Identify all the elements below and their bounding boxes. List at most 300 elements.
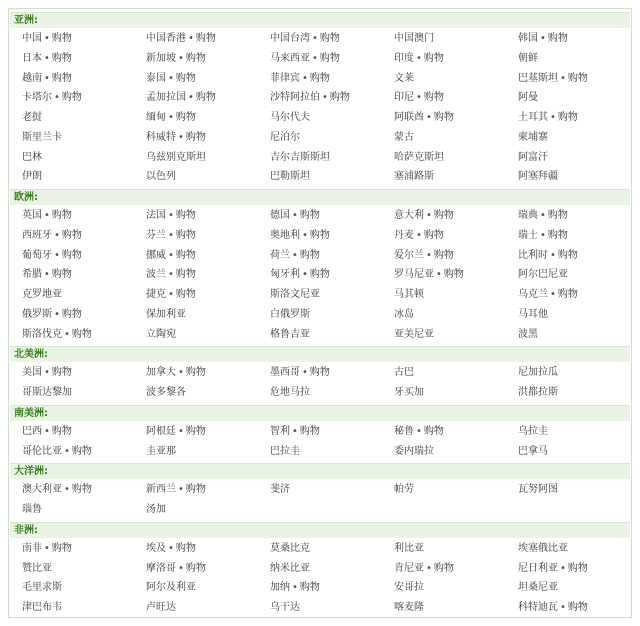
country-link[interactable]: [270, 206, 320, 225]
shopping-link[interactable]: 购物: [567, 602, 588, 613]
country-name[interactable]: 埃及: [146, 542, 166, 554]
country-link[interactable]: [394, 49, 444, 68]
country-name[interactable]: 俄罗斯: [22, 308, 52, 320]
shopping-link[interactable]: 购物: [433, 249, 454, 261]
country-link[interactable]: [518, 305, 548, 324]
country-link[interactable]: [270, 148, 330, 167]
country-link[interactable]: [394, 128, 414, 147]
country-link[interactable]: [146, 559, 206, 578]
shopping-link[interactable]: 购物: [309, 72, 330, 84]
country-name[interactable]: 阿根廷: [146, 425, 176, 437]
country-name[interactable]: 尼加拉瓜: [518, 367, 558, 379]
country-name[interactable]: 缅甸: [146, 112, 166, 123]
country-link[interactable]: [22, 148, 42, 167]
country-link[interactable]: [146, 578, 196, 597]
shopping-link[interactable]: 购物: [51, 72, 72, 84]
country-name[interactable]: 科特迪瓦: [518, 602, 558, 613]
country-link[interactable]: [22, 49, 72, 68]
country-link[interactable]: [394, 305, 414, 324]
shopping-link[interactable]: 购物: [175, 542, 196, 554]
country-name[interactable]: 伊朗: [22, 171, 42, 183]
country-link[interactable]: [22, 383, 72, 402]
country-link[interactable]: [518, 578, 558, 597]
country-link[interactable]: [22, 500, 42, 519]
country-link[interactable]: [394, 325, 434, 344]
country-link[interactable]: [270, 88, 350, 107]
shopping-link[interactable]: 购物: [309, 269, 330, 281]
country-link[interactable]: [394, 598, 424, 617]
country-name[interactable]: 韩国: [518, 33, 538, 44]
country-link[interactable]: [394, 480, 414, 499]
country-name[interactable]: 智利: [270, 425, 290, 437]
country-link[interactable]: [146, 383, 186, 402]
country-link[interactable]: [146, 325, 176, 344]
country-name[interactable]: 卢旺达: [146, 602, 176, 613]
country-link[interactable]: [394, 29, 434, 48]
shopping-link[interactable]: 购物: [557, 249, 578, 261]
country-name[interactable]: 尼日利亚: [518, 562, 558, 574]
shopping-link[interactable]: 购物: [185, 52, 206, 64]
country-link[interactable]: [146, 422, 206, 441]
country-name[interactable]: 南非: [22, 542, 42, 554]
country-name[interactable]: 摩洛哥: [146, 562, 176, 574]
country-name[interactable]: 中国澳门: [394, 33, 434, 44]
country-link[interactable]: [518, 226, 568, 245]
country-link[interactable]: [270, 539, 310, 558]
shopping-link[interactable]: 购物: [185, 131, 206, 143]
shopping-link[interactable]: 购物: [547, 210, 568, 221]
country-link[interactable]: [22, 598, 62, 617]
country-name[interactable]: 希腊: [22, 269, 42, 281]
country-name[interactable]: 菲律宾: [270, 72, 300, 84]
country-name[interactable]: 奥地利: [270, 229, 300, 241]
country-link[interactable]: [270, 325, 310, 344]
country-name[interactable]: 巴西: [22, 425, 42, 437]
country-name[interactable]: 冰岛: [394, 308, 414, 320]
country-name[interactable]: 亚美尼亚: [394, 328, 434, 340]
country-link[interactable]: [146, 285, 196, 304]
country-link[interactable]: [270, 383, 310, 402]
shopping-link[interactable]: 购物: [175, 289, 196, 300]
shopping-link[interactable]: 购物: [71, 328, 92, 340]
shopping-link[interactable]: 购物: [557, 289, 578, 300]
country-link[interactable]: [146, 148, 206, 167]
shopping-link[interactable]: 购物: [443, 269, 464, 281]
country-link[interactable]: [146, 246, 196, 265]
shopping-link[interactable]: 购物: [185, 562, 206, 574]
country-name[interactable]: 危地马拉: [270, 387, 310, 398]
country-link[interactable]: [22, 480, 92, 499]
shopping-link[interactable]: 购物: [175, 112, 196, 123]
country-name[interactable]: 巴拿马: [518, 445, 548, 457]
country-link[interactable]: [518, 422, 548, 441]
shopping-link[interactable]: 购物: [61, 229, 82, 241]
country-name[interactable]: 科威特: [146, 131, 176, 143]
country-name[interactable]: 牙买加: [394, 387, 424, 398]
shopping-link[interactable]: 购物: [51, 542, 72, 554]
shopping-link[interactable]: 购物: [309, 367, 330, 379]
country-name[interactable]: 孟加拉国: [146, 92, 186, 104]
country-link[interactable]: [22, 325, 92, 344]
shopping-link[interactable]: 购物: [51, 425, 72, 437]
country-name[interactable]: 爱尔兰: [394, 249, 424, 261]
country-name[interactable]: 纳米比亚: [270, 562, 310, 574]
country-link[interactable]: [518, 539, 568, 558]
country-name[interactable]: 毛里求斯: [22, 582, 62, 594]
country-link[interactable]: [518, 480, 558, 499]
country-name[interactable]: 意大利: [394, 210, 424, 221]
country-name[interactable]: 墨西哥: [270, 367, 300, 379]
country-name[interactable]: 印度: [394, 52, 414, 64]
country-name[interactable]: 柬埔寨: [518, 131, 548, 143]
country-link[interactable]: [22, 305, 82, 324]
country-link[interactable]: [22, 226, 82, 245]
country-link[interactable]: [518, 69, 588, 88]
country-link[interactable]: [518, 49, 538, 68]
shopping-link[interactable]: 购物: [185, 425, 206, 437]
country-name[interactable]: 吉尔吉斯斯坦: [270, 151, 330, 163]
country-name[interactable]: 挪威: [146, 249, 166, 261]
shopping-link[interactable]: 购物: [61, 249, 82, 261]
country-link[interactable]: [146, 480, 206, 499]
country-link[interactable]: [146, 598, 176, 617]
country-link[interactable]: [270, 559, 310, 578]
shopping-link[interactable]: 购物: [299, 249, 320, 261]
country-link[interactable]: [146, 265, 196, 284]
country-link[interactable]: [518, 246, 578, 265]
country-name[interactable]: 斯里兰卡: [22, 131, 62, 143]
country-name[interactable]: 老挝: [22, 112, 42, 123]
country-name[interactable]: 捷克: [146, 289, 166, 300]
country-link[interactable]: [22, 578, 62, 597]
shopping-link[interactable]: 购物: [195, 33, 216, 44]
country-link[interactable]: [518, 265, 568, 284]
country-link[interactable]: [270, 69, 330, 88]
country-link[interactable]: [270, 598, 300, 617]
country-name[interactable]: 新西兰: [146, 484, 176, 496]
shopping-link[interactable]: 购物: [51, 269, 72, 281]
country-name[interactable]: 乌克兰: [518, 289, 548, 300]
country-name[interactable]: 马其顿: [394, 289, 424, 300]
country-name[interactable]: 斯洛文尼亚: [270, 289, 320, 300]
country-name[interactable]: 格鲁吉亚: [270, 328, 310, 340]
shopping-link[interactable]: 购物: [51, 367, 72, 379]
country-name[interactable]: 委内瑞拉: [394, 445, 434, 457]
country-link[interactable]: [146, 442, 176, 461]
country-name[interactable]: 汤加: [146, 504, 166, 515]
country-name[interactable]: 卡塔尔: [22, 92, 52, 104]
shopping-link[interactable]: 购物: [547, 229, 568, 241]
country-name[interactable]: 白俄罗斯: [270, 308, 310, 320]
shopping-link[interactable]: 购物: [51, 52, 72, 64]
country-link[interactable]: [22, 29, 72, 48]
shopping-link[interactable]: 购物: [433, 112, 454, 123]
country-link[interactable]: [394, 363, 414, 382]
country-name[interactable]: 莫桑比克: [270, 542, 310, 554]
country-name[interactable]: 塞浦路斯: [394, 171, 434, 183]
country-name[interactable]: 澳大利亚: [22, 484, 62, 496]
country-link[interactable]: [518, 148, 548, 167]
shopping-link[interactable]: 购物: [567, 562, 588, 574]
country-name[interactable]: 古巴: [394, 367, 414, 379]
country-link[interactable]: [146, 167, 176, 186]
country-name[interactable]: 美国: [22, 367, 42, 379]
country-link[interactable]: [270, 578, 320, 597]
country-link[interactable]: [518, 285, 578, 304]
country-name[interactable]: 荷兰: [270, 249, 290, 261]
shopping-link[interactable]: 购物: [423, 92, 444, 104]
country-link[interactable]: [22, 88, 82, 107]
country-name[interactable]: 新加坡: [146, 52, 176, 64]
country-name[interactable]: 巴林: [22, 151, 42, 163]
country-name[interactable]: 波兰: [146, 269, 166, 281]
country-name[interactable]: 乌兹别克斯坦: [146, 151, 206, 163]
country-link[interactable]: [146, 128, 206, 147]
country-link[interactable]: [518, 325, 538, 344]
country-link[interactable]: [270, 305, 310, 324]
country-link[interactable]: [146, 500, 166, 519]
country-link[interactable]: [270, 29, 340, 48]
country-name[interactable]: 中国香港: [146, 33, 186, 44]
country-name[interactable]: 英国: [22, 210, 42, 221]
country-name[interactable]: 安哥拉: [394, 582, 424, 594]
country-name[interactable]: 葡萄牙: [22, 249, 52, 261]
country-link[interactable]: [518, 598, 588, 617]
country-link[interactable]: [394, 559, 454, 578]
country-link[interactable]: [22, 559, 52, 578]
country-link[interactable]: [518, 363, 558, 382]
country-link[interactable]: [146, 363, 206, 382]
country-name[interactable]: 波黑: [518, 328, 538, 340]
country-link[interactable]: [146, 108, 196, 127]
country-name[interactable]: 德国: [270, 210, 290, 221]
shopping-link[interactable]: 购物: [51, 210, 72, 221]
country-name[interactable]: 津巴布韦: [22, 602, 62, 613]
shopping-link[interactable]: 购物: [329, 92, 350, 104]
country-name[interactable]: 文莱: [394, 72, 414, 84]
shopping-link[interactable]: 购物: [175, 249, 196, 261]
shopping-link[interactable]: 购物: [175, 229, 196, 241]
shopping-link[interactable]: 购物: [319, 33, 340, 44]
country-link[interactable]: [22, 265, 72, 284]
country-link[interactable]: [394, 88, 444, 107]
country-name[interactable]: 中国: [22, 33, 42, 44]
country-link[interactable]: [270, 246, 320, 265]
country-link[interactable]: [270, 442, 300, 461]
country-link[interactable]: [22, 285, 62, 304]
country-link[interactable]: [518, 206, 568, 225]
country-name[interactable]: 喀麦隆: [394, 602, 424, 613]
country-link[interactable]: [146, 29, 216, 48]
country-name[interactable]: 洪都拉斯: [518, 387, 558, 398]
country-name[interactable]: 阿尔巴尼亚: [518, 269, 568, 281]
country-link[interactable]: [394, 108, 454, 127]
country-link[interactable]: [22, 69, 72, 88]
country-name[interactable]: 巴基斯坦: [518, 72, 558, 84]
country-name[interactable]: 加拿大: [146, 367, 176, 379]
country-name[interactable]: 印尼: [394, 92, 414, 104]
shopping-link[interactable]: 购物: [71, 484, 92, 496]
shopping-link[interactable]: 购物: [175, 72, 196, 84]
country-name[interactable]: 匈牙利: [270, 269, 300, 281]
country-link[interactable]: [146, 69, 196, 88]
shopping-link[interactable]: 购物: [423, 425, 444, 437]
country-link[interactable]: [394, 539, 424, 558]
country-link[interactable]: [518, 29, 568, 48]
country-link[interactable]: [270, 167, 310, 186]
country-link[interactable]: [146, 226, 196, 245]
country-name[interactable]: 以色列: [146, 171, 176, 183]
country-link[interactable]: [394, 422, 444, 441]
country-link[interactable]: [22, 442, 92, 461]
shopping-link[interactable]: 购物: [195, 92, 216, 104]
country-name[interactable]: 泰国: [146, 72, 166, 84]
country-name[interactable]: 比利时: [518, 249, 548, 261]
country-name[interactable]: 西班牙: [22, 229, 52, 241]
shopping-link[interactable]: 购物: [299, 425, 320, 437]
country-link[interactable]: [394, 148, 444, 167]
country-name[interactable]: 马来西亚: [270, 52, 310, 64]
country-name[interactable]: 哥伦比亚: [22, 445, 62, 457]
shopping-link[interactable]: 购物: [319, 52, 340, 64]
country-link[interactable]: [270, 265, 330, 284]
country-name[interactable]: 朝鲜: [518, 52, 538, 64]
country-link[interactable]: [22, 539, 72, 558]
country-name[interactable]: 乌拉圭: [518, 425, 548, 437]
country-name[interactable]: 瑙鲁: [22, 504, 42, 515]
country-name[interactable]: 阿塞拜疆: [518, 171, 558, 183]
country-link[interactable]: [22, 206, 72, 225]
country-name[interactable]: 加纳: [270, 582, 290, 594]
shopping-link[interactable]: 购物: [61, 308, 82, 320]
country-name[interactable]: 帕劳: [394, 484, 414, 496]
country-name[interactable]: 丹麦: [394, 229, 414, 241]
country-name[interactable]: 阿尔及利亚: [146, 582, 196, 594]
country-link[interactable]: [518, 167, 558, 186]
country-link[interactable]: [146, 206, 196, 225]
country-link[interactable]: [518, 442, 548, 461]
country-link[interactable]: [394, 246, 454, 265]
country-name[interactable]: 哥斯达黎加: [22, 387, 72, 398]
country-name[interactable]: 肯尼亚: [394, 562, 424, 574]
country-link[interactable]: [146, 88, 216, 107]
country-name[interactable]: 利比亚: [394, 542, 424, 554]
country-name[interactable]: 克罗地亚: [22, 289, 62, 300]
country-link[interactable]: [394, 285, 424, 304]
country-link[interactable]: [22, 167, 42, 186]
country-link[interactable]: [394, 206, 454, 225]
country-name[interactable]: 马尔代夫: [270, 112, 310, 123]
country-link[interactable]: [518, 88, 538, 107]
shopping-link[interactable]: 购物: [567, 72, 588, 84]
country-link[interactable]: [394, 578, 424, 597]
country-name[interactable]: 阿联酋: [394, 112, 424, 123]
country-name[interactable]: 法国: [146, 210, 166, 221]
country-name[interactable]: 坦桑尼亚: [518, 582, 558, 594]
shopping-link[interactable]: 购物: [299, 210, 320, 221]
country-name[interactable]: 赞比亚: [22, 562, 52, 574]
shopping-link[interactable]: 购物: [175, 269, 196, 281]
country-name[interactable]: 乌干达: [270, 602, 300, 613]
shopping-link[interactable]: 购物: [547, 33, 568, 44]
country-name[interactable]: 越南: [22, 72, 42, 84]
country-name[interactable]: 阿曼: [518, 92, 538, 104]
shopping-link[interactable]: 购物: [185, 367, 206, 379]
shopping-link[interactable]: 购物: [299, 582, 320, 594]
country-name[interactable]: 蒙古: [394, 131, 414, 143]
country-link[interactable]: [270, 285, 320, 304]
country-name[interactable]: 尼泊尔: [270, 131, 300, 143]
country-link[interactable]: [22, 108, 42, 127]
country-name[interactable]: 哈萨克斯坦: [394, 151, 444, 163]
country-link[interactable]: [270, 480, 290, 499]
country-link[interactable]: [394, 69, 414, 88]
country-link[interactable]: [518, 108, 578, 127]
country-name[interactable]: 芬兰: [146, 229, 166, 241]
country-name[interactable]: 斯洛伐克: [22, 328, 62, 340]
shopping-link[interactable]: 购物: [423, 52, 444, 64]
country-name[interactable]: 日本: [22, 52, 42, 64]
country-name[interactable]: 瑞士: [518, 229, 538, 241]
country-name[interactable]: 阿富汗: [518, 151, 548, 163]
country-link[interactable]: [22, 363, 72, 382]
country-name[interactable]: 土耳其: [518, 112, 548, 123]
shopping-link[interactable]: 购物: [185, 484, 206, 496]
country-link[interactable]: [270, 226, 330, 245]
shopping-link[interactable]: 购物: [61, 92, 82, 104]
country-link[interactable]: [394, 265, 464, 284]
shopping-link[interactable]: 购物: [175, 210, 196, 221]
country-name[interactable]: 瑞典: [518, 210, 538, 221]
country-link[interactable]: [270, 49, 340, 68]
country-link[interactable]: [270, 108, 310, 127]
shopping-link[interactable]: 购物: [309, 229, 330, 241]
shopping-link[interactable]: 购物: [433, 210, 454, 221]
shopping-link[interactable]: 购物: [51, 33, 72, 44]
country-name[interactable]: 波多黎各: [146, 387, 186, 398]
country-link[interactable]: [394, 383, 424, 402]
shopping-link[interactable]: 购物: [71, 445, 92, 457]
country-name[interactable]: 中国台湾: [270, 33, 310, 44]
country-link[interactable]: [394, 226, 444, 245]
country-name[interactable]: 罗马尼亚: [394, 269, 434, 281]
country-link[interactable]: [22, 422, 72, 441]
country-name[interactable]: 保加利亚: [146, 308, 186, 320]
country-link[interactable]: [146, 305, 186, 324]
shopping-link[interactable]: 购物: [433, 562, 454, 574]
country-link[interactable]: [394, 167, 434, 186]
country-name[interactable]: 沙特阿拉伯: [270, 92, 320, 104]
country-link[interactable]: [518, 559, 588, 578]
country-name[interactable]: 瓦努阿图: [518, 484, 558, 496]
country-link[interactable]: [22, 128, 62, 147]
shopping-link[interactable]: 购物: [423, 229, 444, 241]
country-name[interactable]: 立陶宛: [146, 328, 176, 340]
country-link[interactable]: [270, 363, 330, 382]
shopping-link[interactable]: 购物: [557, 112, 578, 123]
country-name[interactable]: 圭亚那: [146, 445, 176, 457]
country-name[interactable]: 巴勒斯坦: [270, 171, 310, 183]
country-link[interactable]: [394, 442, 434, 461]
country-link[interactable]: [146, 539, 196, 558]
country-link[interactable]: [22, 246, 82, 265]
country-link[interactable]: [146, 49, 206, 68]
country-name[interactable]: 马耳他: [518, 308, 548, 320]
country-name[interactable]: 秘鲁: [394, 425, 414, 437]
country-name[interactable]: 巴拉圭: [270, 445, 300, 457]
country-name[interactable]: 埃塞俄比亚: [518, 542, 568, 554]
country-name[interactable]: 斐济: [270, 484, 290, 496]
